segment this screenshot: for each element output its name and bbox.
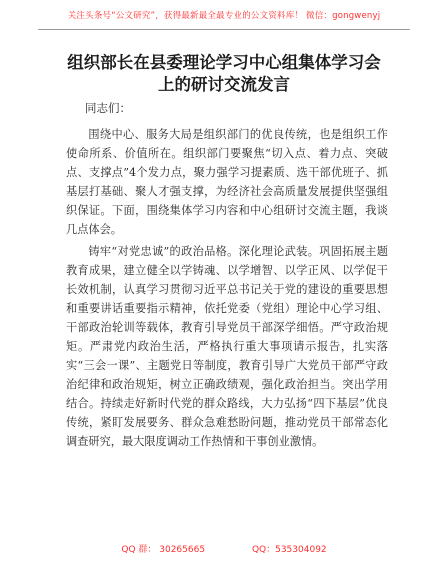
header-divider xyxy=(38,29,410,30)
document-title: 组织部长在县委理论学习中心组集体学习会上的研讨交流发言 xyxy=(67,53,381,94)
paragraph-1: 围绕中心、服务大局是组织部门的优良传统，也是组织工作使命所系、价值所在。组织部门要聚焦“切入点、着力点、突破点、支撑点”4个发力点，聚力强学习提素质、选干部优班子、抓基层打基础、聚人才强支撑，为经济社会高质量发展提供坚强组织保证。下面，围绕集体学习内容和中心组研讨交流主题，我谈几点体会。 xyxy=(66,128,388,236)
footer-qq: QQ：535304092 xyxy=(251,545,327,555)
footer-qq-group: QQ 群： 30265665 xyxy=(121,545,206,555)
paragraph-2: 铸牢“对党忠诚”的政治品格。深化理论武装。巩固拓展主题教育成果，建立健全以学铸魂、以学增智、以学正风、以学促干长效机制，认真学习贯彻习近平总书记关于党的建设的重要思想和重要讲话重要指示精神，依托党委（党组）理论中心学习组、干部政治轮训等载体，教育引导党员干部深学细悟。严守政治规矩。严肃党内政治生活，严格执行重大事项请示报告，扎实落实“三会一课”、主题党日等制度，教育引导广大党员干部严守政治纪律和政治规矩，树立正确政绩观，强化政治担当。突出学用结合。持续走好新时代党的群众路线，大力弘扬“四下基层”优良传统，紧盯发展要务、群众急难愁盼问题，推动党员干部常态化调查研究，最大限度调动工作热情和干事创业激情。 xyxy=(66,245,388,448)
footer-contact xyxy=(0,542,448,555)
promo-banner: 关注头条号“公文研究”，获得最新最全最专业的公文资料库！ 微信：gongwenyj xyxy=(67,11,381,21)
document-body xyxy=(66,126,388,455)
salutation: 同志们： xyxy=(85,101,131,115)
